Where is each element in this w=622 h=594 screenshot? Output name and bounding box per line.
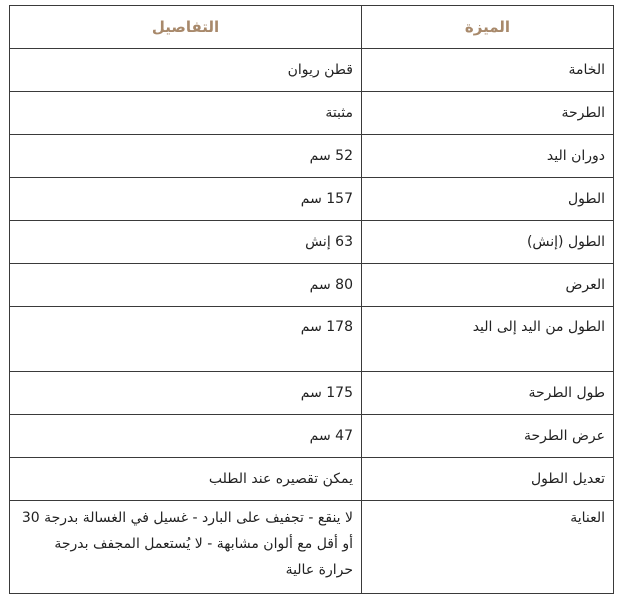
table-row	[10, 501, 614, 594]
feature-cell: الخامة	[362, 49, 614, 92]
feature-cell: الطول (إنش)	[362, 221, 614, 264]
details-cell: 63 إنش	[10, 221, 362, 264]
header-feature: الميزة	[362, 6, 614, 49]
details-cell: يمكن تقصيره عند الطلب	[10, 458, 362, 501]
details-cell: 47 سم	[10, 415, 362, 458]
details-cell: مثبتة	[10, 92, 362, 135]
details-cell: 52 سم	[10, 135, 362, 178]
table-row	[10, 415, 614, 458]
table-row	[10, 49, 614, 92]
table-row	[10, 221, 614, 264]
details-cell: قطن ريوان	[10, 49, 362, 92]
table-header-row	[10, 6, 614, 49]
header-details: التفاصيل	[10, 6, 362, 49]
table-row	[10, 135, 614, 178]
table-row	[10, 458, 614, 501]
feature-cell: الطول	[362, 178, 614, 221]
table-row	[10, 178, 614, 221]
feature-cell: تعديل الطول	[362, 458, 614, 501]
details-cell: 178 سم	[10, 307, 362, 372]
table-row	[10, 372, 614, 415]
feature-cell: العرض	[362, 264, 614, 307]
details-cell: 80 سم	[10, 264, 362, 307]
feature-cell: دوران اليد	[362, 135, 614, 178]
table-row	[10, 307, 614, 372]
table-row	[10, 264, 614, 307]
details-cell: 157 سم	[10, 178, 362, 221]
feature-cell: عرض الطرحة	[362, 415, 614, 458]
feature-cell: طول الطرحة	[362, 372, 614, 415]
feature-cell: العناية	[362, 501, 614, 594]
feature-cell: الطرحة	[362, 92, 614, 135]
specifications-table	[9, 5, 614, 594]
feature-cell: الطول من اليد إلى اليد	[362, 307, 614, 372]
details-cell: 175 سم	[10, 372, 362, 415]
details-cell: لا ينقع - تجفيف على البارد - غسيل في الغسالة بدرجة 30 أو أقل مع ألوان مشابهة - لا يُستعمل المجفف بدرجة حرارة عالية	[10, 501, 362, 594]
table-row	[10, 92, 614, 135]
